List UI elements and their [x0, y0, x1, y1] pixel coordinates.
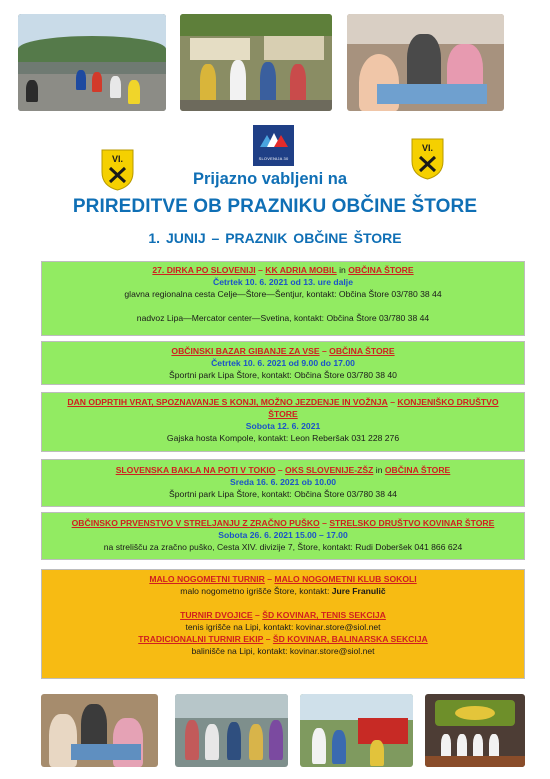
- sport-title: TURNIR DVOJICE: [180, 610, 253, 620]
- sport-title: TRADICIONALNI TURNIR EKIP: [138, 634, 264, 644]
- page-title: PRIREDITVE OB PRAZNIKU OBČINE ŠTORE: [72, 196, 478, 217]
- event-date: Četrtek 10. 6. 2021 od 13. ure dalje: [213, 277, 353, 287]
- event-location: Gajska hosta Kompole,: [166, 433, 256, 443]
- greeting-heading: Prijazno vabljeni na: [192, 170, 348, 188]
- sport-location: malo nogometno igrišče Štore,: [180, 586, 297, 596]
- event-location: Športni park Lipa Štore,: [169, 489, 260, 499]
- event-title: 27. DIRKA PO SLOVENIJI: [152, 265, 256, 275]
- sport-location: balinišče na Lipi,: [191, 646, 255, 656]
- event-title: OBČINSKO PRVENSTVO V STRELJANJU Z ZRAČNO PUŠKO: [71, 518, 320, 528]
- event-location-2: nadvoz Lipa—Mercator center—Svetina,: [136, 313, 292, 323]
- event-box-cycling: 27. DIRKA PO SLOVENIJI – KK ADRIA MOBIL in OBČINA ŠTORE Četrtek 10. 6. 2021 od 13. ure dalje glavna regionalna cesta Celje—Štore—Šentjur, kontakt: Občina Štore 03/780 38 44 nadvoz Lipa—Mercator center—Svetina, kontakt: Občina Štore 03/780 38 44: [41, 261, 525, 336]
- sport-organizer: MALO NOGOMETNI KLUB SOKOLI: [274, 574, 417, 584]
- sport-contact: Jure Franulič: [331, 586, 386, 596]
- event-organizer-2: OBČINA ŠTORE: [348, 265, 414, 275]
- photo-crowd-event: [175, 694, 288, 767]
- slovenija-30-logo: [253, 125, 294, 166]
- sport-organizer: ŠD KOVINAR, BALINARSKA SEKCIJA: [272, 634, 428, 644]
- photo-cycling-race: [18, 14, 166, 111]
- photo-fire-truck: [300, 694, 413, 767]
- event-organizer: OBČINA ŠTORE: [329, 346, 395, 356]
- event-date: Sreda 16. 6. 2021 ob 10.00: [229, 477, 337, 487]
- event-contact: Občina Štore 03/780 38 44: [294, 489, 397, 499]
- sport-organizer: ŠD KOVINAR, TENIS SEKCIJA: [262, 610, 386, 620]
- event-box-shooting: OBČINSKO PRVENSTVO V STRELJANJU Z ZRAČNO PUŠKO – STRELSKO DRUŠTVO KOVINAR ŠTORE Sobota 26. 6. 2021 15.00 – 17.00 na strelišču za zračno puško, Cesta XIV. divizije 7, Štore, kontakt: Rudi Doberšek 041 866 624: [41, 512, 525, 560]
- event-title: DAN ODPRTIH VRAT, SPOZNAVANJE S KONJI, MOŽNO JEZDENJE IN VOŽNJA: [67, 397, 388, 407]
- event-organizer: KONJENIŠKO DRUŠTVO ŠTORE: [268, 397, 499, 419]
- event-title: SLOVENSKA BAKLA NA POTI V TOKIO: [115, 465, 276, 475]
- event-contact-2: Občina Štore 03/780 38 44: [326, 313, 430, 323]
- event-organizer: KK ADRIA MOBIL: [265, 265, 337, 275]
- event-contact: Občina Štore 03/780 38 44: [338, 289, 442, 299]
- event-date: Sobota 12. 6. 2021: [245, 421, 321, 431]
- logo-caption: SLOVENIJA 30: [258, 156, 289, 161]
- event-box-bazaar: OBČINSKI BAZAR GIBANJE ZA VSE – OBČINA ŠTORE Četrtek 10. 6. 2021 od 9.00 do 17.00 Športni park Lipa Štore, kontakt: Občina Štore 03/780 38 40: [41, 341, 525, 385]
- badge-right-label: VI.: [421, 143, 434, 153]
- event-date: Četrtek 10. 6. 2021 od 9.00 do 17.00: [211, 358, 355, 368]
- event-organizer: OKS SLOVENIJE-ZŠZ: [285, 465, 374, 475]
- event-contact: Leon Reberšak 031 228 276: [290, 433, 400, 443]
- event-contact: Občina Štore 03/780 38 40: [294, 370, 397, 380]
- sports-tournaments-box: MALO NOGOMETNI TURNIR – MALO NOGOMETNI KLUB SOKOLI malo nogometno igrišče Štore, kontakt: Jure Franulič TURNIR DVOJICE – ŠD KOVINAR, TENIS SEKCIJA tenis igrišče na Lipi, kontakt: kovinar.store@siol.net TRADICIONALNI TURNIR EKIP – ŠD KOVINAR, BALINARSKA SEKCIJA balinišče na Lipi, kontakt: kovinar.store@siol.net: [41, 569, 525, 679]
- sport-location: tenis igrišče na Lipi,: [185, 622, 261, 632]
- event-title: OBČINSKI BAZAR GIBANJE ZA VSE: [171, 346, 320, 356]
- sport-contact: kovinar.store@siol.net: [295, 622, 381, 632]
- subtitle-holiday: 1. JUNIJ – PRAZNIK OBČINE ŠTORE: [148, 230, 402, 246]
- sport-contact: kovinar.store@siol.net: [289, 646, 375, 656]
- event-box-horses: DAN ODPRTIH VRAT, SPOZNAVANJE S KONJI, MOŽNO JEZDENJE IN VOŽNJA – KONJENIŠKO DRUŠTVO ŠTORE Sobota 12. 6. 2021 Gajska hosta Kompole, kontakt: Leon Reberšak 031 228 276: [41, 392, 525, 452]
- sport-title: MALO NOGOMETNI TURNIR: [149, 574, 265, 584]
- photo-children-crafts: [347, 14, 504, 111]
- photo-bazaar-crowd: [180, 14, 332, 111]
- event-organizer: STRELSKO DRUŠTVO KOVINAR ŠTORE: [329, 518, 495, 528]
- event-location: na strelišču za zračno puško, Cesta XIV. divizije 7, Štore,: [103, 542, 321, 552]
- event-contact: Rudi Doberšek 041 866 624: [355, 542, 463, 552]
- event-organizer-2: OBČINA ŠTORE: [384, 465, 451, 475]
- event-box-torch: SLOVENSKA BAKLA NA POTI V TOKIO – OKS SLOVENIJE-ZŠZ in OBČINA ŠTORE Sreda 16. 6. 2021 ob 10.00 Športni park Lipa Štore, kontakt: Občina Štore 03/780 38 44: [41, 459, 525, 507]
- photo-children-painting: [41, 694, 158, 767]
- event-date: Sobota 26. 6. 2021 15.00 – 17.00: [218, 530, 348, 540]
- event-location: glavna regionalna cesta Celje—Štore—Šentjur,: [124, 289, 304, 299]
- photo-stage-performance: [425, 694, 525, 767]
- event-location: Športni park Lipa Štore,: [169, 370, 260, 380]
- badge-left-label: VI.: [111, 154, 124, 164]
